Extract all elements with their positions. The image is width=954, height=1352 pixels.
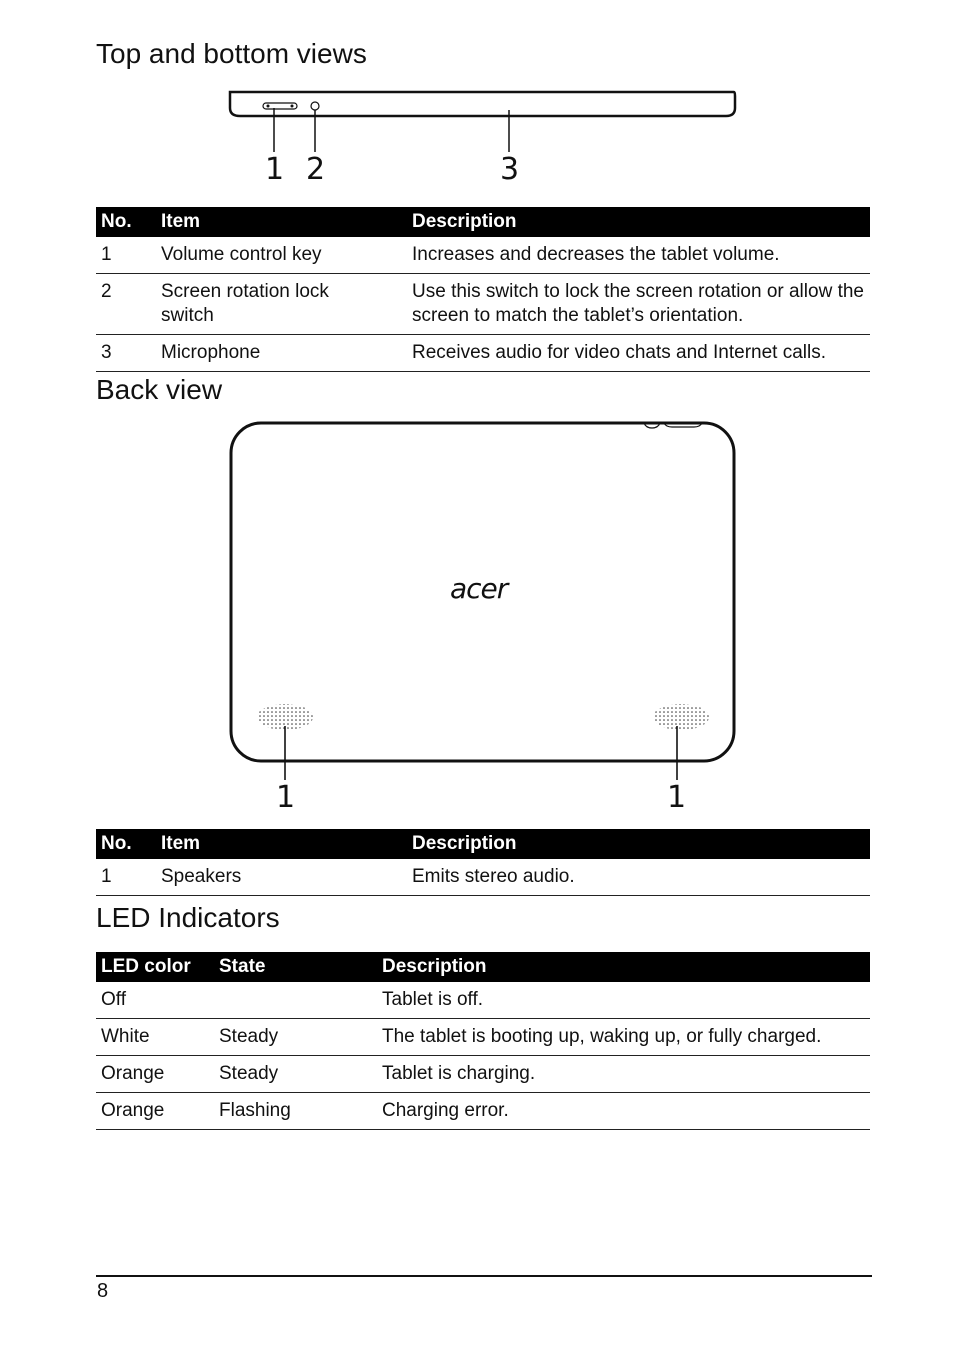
- cell-description: Use this switch to lock the screen rotation or allow the screen to match the tablet’s orientation.: [407, 274, 870, 335]
- header-led-color: LED color: [96, 952, 214, 982]
- top-bottom-table: [96, 207, 870, 372]
- cell-led-color: Orange: [96, 1093, 214, 1130]
- cell-description: Tablet is off.: [377, 982, 870, 1019]
- led-indicators-table: [96, 952, 870, 1130]
- header-item: Item: [156, 207, 407, 237]
- header-description: Description: [407, 207, 870, 237]
- header-state: State: [214, 952, 377, 982]
- cell-no: 1: [96, 237, 156, 274]
- cell-state: [214, 982, 377, 1019]
- table-row: [96, 982, 870, 1019]
- header-description: Description: [377, 952, 870, 982]
- footer-rule: [96, 1275, 872, 1277]
- table-row: [96, 335, 870, 372]
- callout-speaker-left: 1: [276, 780, 296, 815]
- callout-rotation-lock: 2: [306, 152, 326, 187]
- cell-description: Emits stereo audio.: [407, 859, 870, 896]
- table-row: [96, 1019, 870, 1056]
- header-no: No.: [96, 829, 156, 859]
- header-no: No.: [96, 207, 156, 237]
- table-row: [96, 1093, 870, 1130]
- cell-state: Steady: [214, 1019, 377, 1056]
- header-description: Description: [407, 829, 870, 859]
- table-row: [96, 237, 870, 274]
- page-number: 8: [97, 1280, 109, 1302]
- cell-description: The tablet is booting up, waking up, or fully charged.: [377, 1019, 870, 1056]
- section-heading-top-bottom: Top and bottom views: [96, 38, 367, 69]
- cell-description: Tablet is charging.: [377, 1056, 870, 1093]
- cell-no: 2: [96, 274, 156, 335]
- speaker-right-grille: [653, 704, 709, 730]
- table-header-row: [96, 829, 870, 859]
- tablet-top-edge-diagram: [226, 88, 738, 188]
- back-view-table: [96, 829, 870, 896]
- cell-led-color: Off: [96, 982, 214, 1019]
- callout-speaker-right: 1: [667, 780, 687, 815]
- tablet-back-diagram: [226, 418, 742, 818]
- cell-no: 1: [96, 859, 156, 896]
- cell-no: 3: [96, 335, 156, 372]
- table-header-row: [96, 207, 870, 237]
- table-header-row: [96, 952, 870, 982]
- cell-item: Screen rotation lock switch: [156, 274, 407, 335]
- cell-item: Speakers: [156, 859, 407, 896]
- section-heading-back-view: Back view: [96, 374, 223, 405]
- acer-logo: acer: [450, 572, 508, 605]
- cell-description: Increases and decreases the tablet volume.: [407, 237, 870, 274]
- cell-item: Microphone: [156, 335, 407, 372]
- cell-item: Volume control key: [156, 237, 407, 274]
- cell-led-color: Orange: [96, 1056, 214, 1093]
- cell-led-color: White: [96, 1019, 214, 1056]
- callout-microphone: 3: [500, 152, 520, 187]
- cell-state: Flashing: [214, 1093, 377, 1130]
- section-heading-led-indicators: LED Indicators: [96, 902, 280, 933]
- rotation-lock-shape: [311, 102, 319, 110]
- cell-state: Steady: [214, 1056, 377, 1093]
- callout-volume-key: 1: [265, 152, 285, 187]
- header-item: Item: [156, 829, 407, 859]
- table-row: [96, 1056, 870, 1093]
- table-row: [96, 859, 870, 896]
- cell-description: Charging error.: [377, 1093, 870, 1130]
- table-row: [96, 274, 870, 335]
- cell-description: Receives audio for video chats and Internet calls.: [407, 335, 870, 372]
